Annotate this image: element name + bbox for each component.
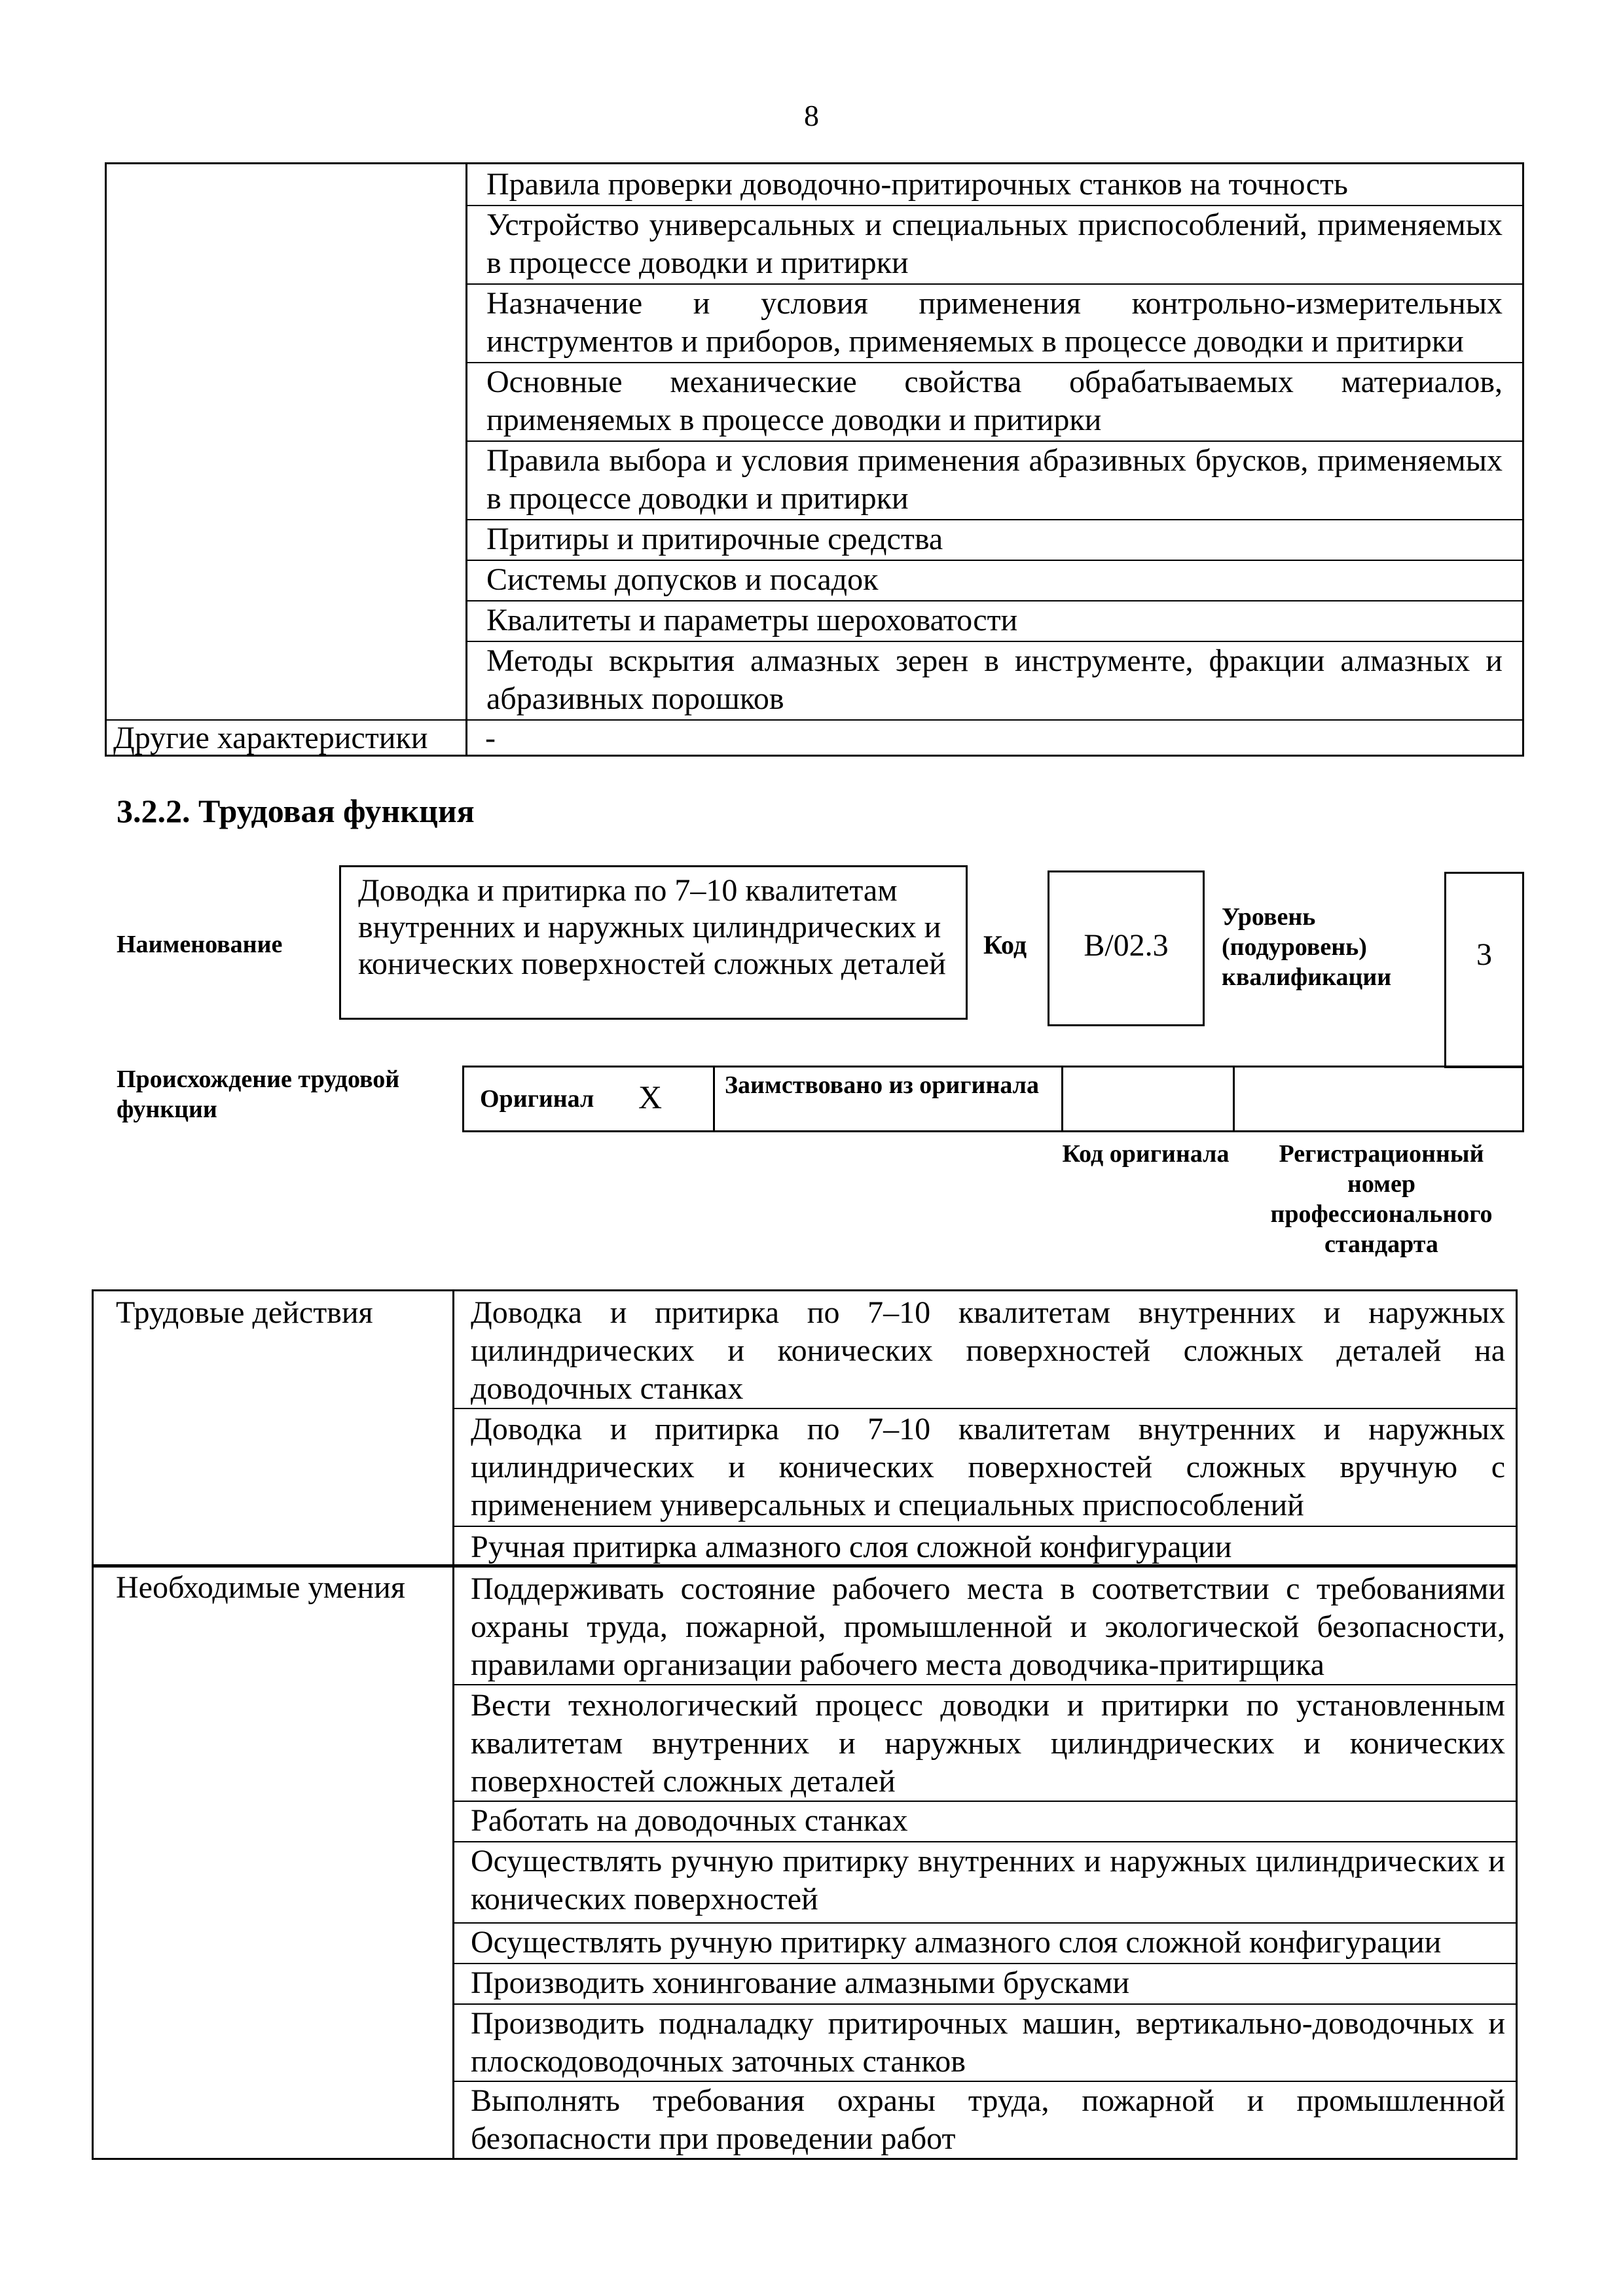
code-label: Код	[983, 930, 1027, 960]
table-row	[454, 1922, 1516, 1963]
table-row	[107, 719, 1522, 757]
original-label: Оригинал	[480, 1085, 594, 1113]
table-row	[454, 1566, 1516, 1684]
table-row	[467, 641, 1522, 719]
knowledge-item: Основные механические свойства обрабатываемых материалов, применяемых в процессе доводки и притирки	[486, 365, 1503, 437]
reg-number-caption: Регистрационный номер профессионального стандарта	[1270, 1140, 1493, 1258]
table-row	[454, 1684, 1516, 1801]
name-box	[339, 865, 968, 1020]
table-row	[454, 1963, 1516, 2003]
knowledge-table	[105, 162, 1524, 757]
knowledge-item: Притиры и притирочные средства	[486, 522, 943, 556]
skill-item: Производить хонингование алмазными брусками	[471, 1965, 1130, 2000]
page-number: 8	[804, 99, 819, 132]
knowledge-item: Правила проверки доводочно-притирочных станков на точность	[486, 167, 1348, 202]
skill-item: Осуществлять ручную притирку внутренних и наружных цилиндрических и конических поверхностей	[471, 1844, 1505, 1916]
section-title: 3.2.2. Трудовая функция	[117, 793, 475, 829]
knowledge-item: Квалитеты и параметры шероховатости	[486, 603, 1018, 637]
name-label: Наименование	[117, 931, 283, 958]
table-row	[454, 1526, 1516, 1566]
other-characteristics-label: Другие характеристики	[113, 721, 428, 755]
table-row	[467, 362, 1522, 440]
table-row	[454, 1291, 1516, 1408]
table-row	[454, 2003, 1516, 2081]
origin-label: Происхождение трудовой функции	[117, 1066, 400, 1123]
knowledge-item: Устройство универсальных и специальных приспособлений, применяемых в процессе доводки и притирки	[486, 207, 1503, 280]
borrowed-label: Заимствовано из оригинала	[725, 1071, 1039, 1099]
skill-item: Работать на доводочных станках	[471, 1803, 908, 1838]
action-item: Доводка и притирка по 7–10 квалитетам внутренних и наружных цилиндрических и конических поверхностей сложных деталей на доводочных станках	[471, 1295, 1505, 1406]
table-row	[467, 440, 1522, 519]
table-row	[454, 1801, 1516, 1841]
table-row	[107, 164, 1522, 205]
code-value: B/02.3	[1084, 928, 1169, 963]
skill-item: Вести технологический процесс доводки и притирки по установленным квалитетам внутренних и наружных цилиндрических и конических поверхностей сложных деталей	[471, 1688, 1505, 1799]
other-characteristics-value: -	[485, 721, 496, 755]
table-row	[467, 600, 1522, 641]
table-row	[467, 560, 1522, 600]
action-item: Ручная притирка алмазного слоя сложной конфигурации	[471, 1530, 1232, 1564]
divider-line	[92, 1564, 1518, 1566]
table-row	[454, 1841, 1516, 1922]
knowledge-item: Системы допусков и посадок	[486, 562, 879, 597]
level-value: 3	[1476, 937, 1492, 972]
actions-skills-table	[92, 1289, 1518, 2160]
skill-item: Осуществлять ручную притирку алмазного слоя сложной конфигурации	[471, 1925, 1442, 1960]
table-row	[454, 2081, 1516, 2161]
skill-item: Поддерживать состояние рабочего места в соответствии с требованиями охраны труда, пожарной, промышленной и экологической безопасности, правилами организации рабочего места доводчика-притирщика	[471, 1571, 1505, 1682]
action-item: Доводка и притирка по 7–10 квалитетам внутренних и наружных цилиндрических и конических поверхностей сложных вручную с применением универсальных и специальных приспособлений	[471, 1412, 1505, 1522]
actions-label: Трудовые действия	[116, 1295, 373, 1330]
skill-item: Производить подналадку притирочных машин, вертикально-доводочных и плоскодоводочных заточных станков	[471, 2006, 1505, 2079]
level-box	[1444, 872, 1524, 1068]
knowledge-item: Назначение и условия применения контрольно-измерительных инструментов и приборов, применяемых в процессе доводки и притирки	[486, 286, 1503, 359]
origin-table	[462, 1066, 1524, 1132]
table-row	[467, 519, 1522, 560]
table-row	[467, 283, 1522, 362]
knowledge-item: Методы вскрытия алмазных зерен в инструменте, фракции алмазных и абразивных порошков	[486, 643, 1503, 716]
original-mark: X	[638, 1079, 663, 1115]
level-label: Уровень (подуровень) квалификации	[1222, 903, 1392, 991]
code-box	[1048, 870, 1205, 1026]
table-row	[454, 1408, 1516, 1526]
skills-label: Необходимые умения	[116, 1570, 405, 1605]
skill-item: Выполнять требования охраны труда, пожарной и промышленной безопасности при проведении работ	[471, 2083, 1505, 2156]
table-row	[467, 205, 1522, 283]
function-name: Доводка и притирка по 7–10 квалитетам внутренних и наружных цилиндрических и конических поверхностей сложных деталей	[358, 873, 946, 981]
knowledge-item: Правила выбора и условия применения абразивных брусков, применяемых в процессе доводки и притирки	[486, 443, 1503, 516]
code-original-caption: Код оригинала	[1062, 1140, 1230, 1168]
